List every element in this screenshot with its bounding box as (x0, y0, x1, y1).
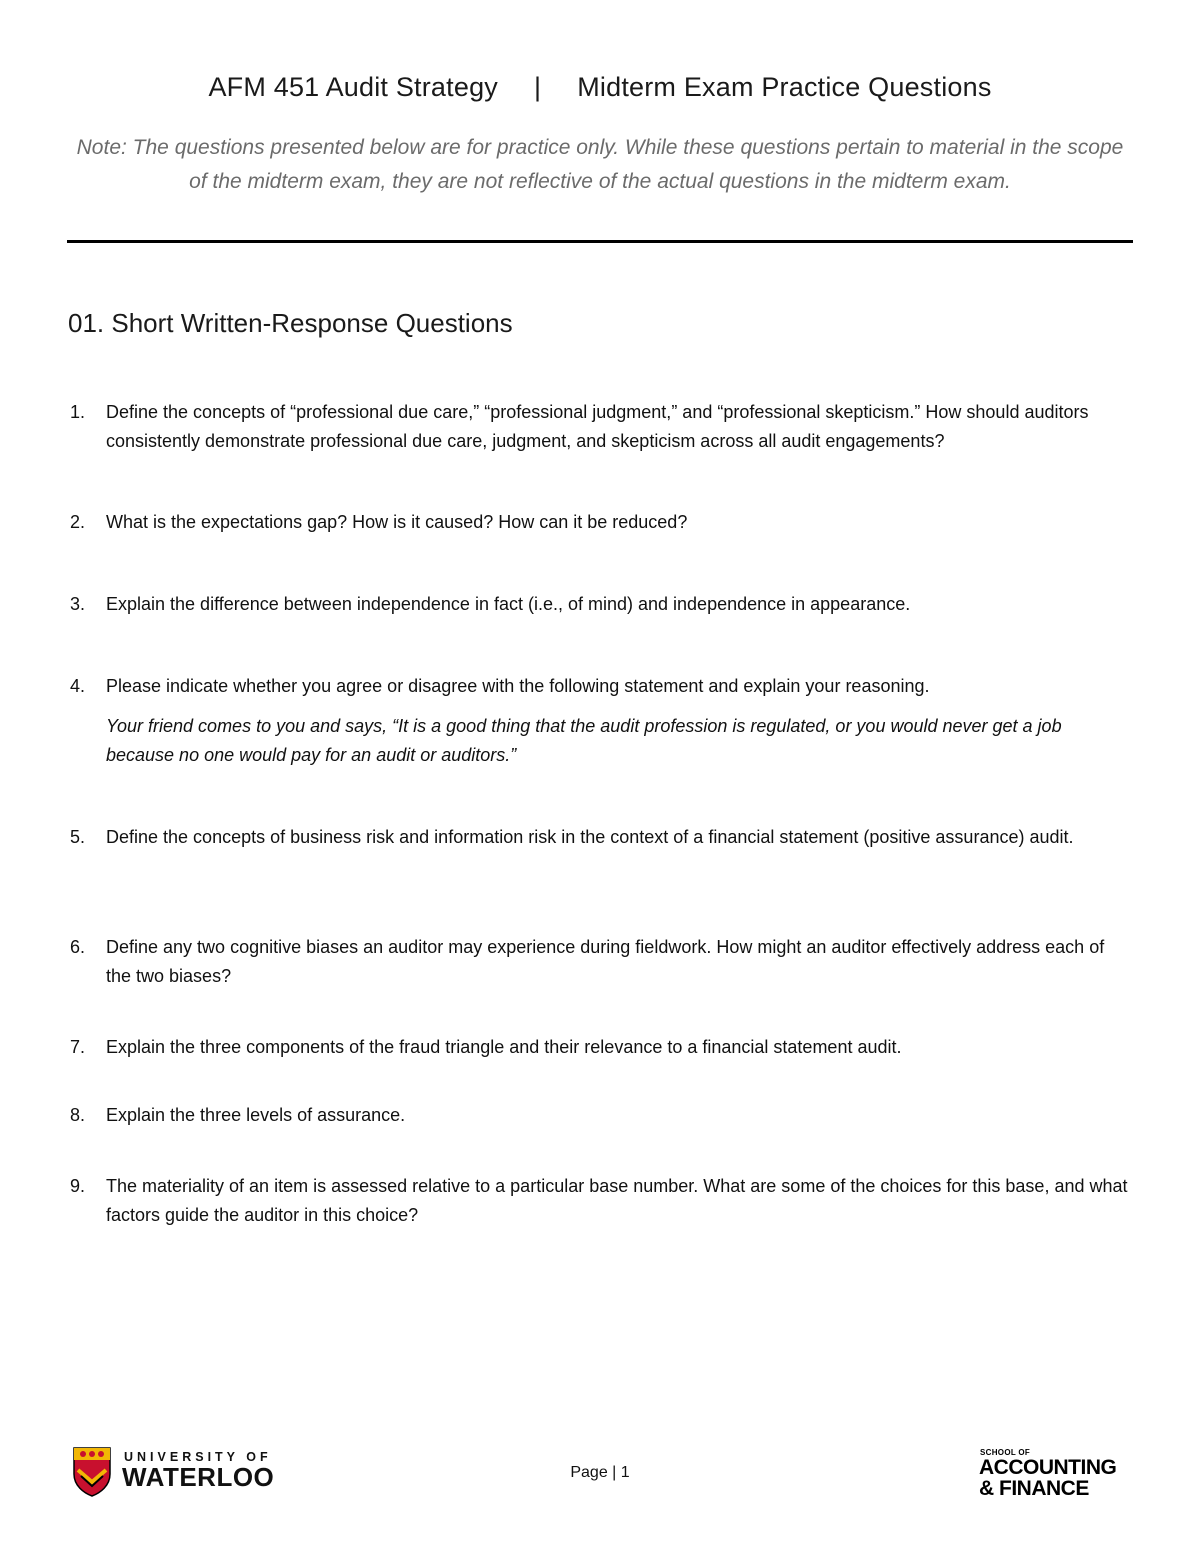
question-number: 3. (70, 594, 86, 614)
title-separator: | (534, 72, 542, 102)
uw-logo-small-text: UNIVERSITY OF (124, 1450, 272, 1464)
question-number: 6. (70, 937, 86, 957)
question-4 (70, 672, 1132, 770)
question-7 (70, 1033, 1132, 1062)
question-text: Explain the three levels of assurance. (106, 1105, 406, 1125)
question-text: Explain the difference between independence in fact (i.e., of mind) and independence in appearance. (106, 594, 911, 614)
question-number: 1. (70, 402, 86, 422)
question-9 (70, 1172, 1132, 1230)
question-1 (70, 398, 1132, 456)
question-6 (70, 933, 1132, 991)
question-8 (70, 1101, 1132, 1130)
waterloo-crest-icon (72, 1446, 112, 1498)
saf-logo-line2: & FINANCE (979, 1477, 1089, 1500)
saf-logo-small-text: SCHOOL OF (980, 1448, 1031, 1457)
question-number: 4. (70, 676, 86, 696)
question-number: 9. (70, 1176, 86, 1196)
question-number: 5. (70, 827, 86, 847)
school-of-accounting-finance-logo (980, 1448, 1140, 1508)
question-text: The materiality of an item is assessed relative to a particular base number. What are some of the choices for this base, and what factors guide the auditor in this choice? (106, 1176, 1128, 1225)
question-number: 7. (70, 1037, 86, 1057)
question-number: 2. (70, 512, 86, 532)
question-number: 8. (70, 1105, 86, 1125)
horizontal-divider (67, 240, 1133, 243)
page-title (0, 72, 1200, 103)
question-text: Please indicate whether you agree or disagree with the following statement and explain your reasoning. (106, 676, 930, 696)
university-of-waterloo-logo (72, 1446, 292, 1502)
section-heading: 01. Short Written-Response Questions (68, 308, 513, 338)
question-text: Define any two cognitive biases an auditor may experience during fieldwork. How might an auditor effectively address each of the two biases? (106, 937, 1105, 986)
uw-logo-big-text: WATERLOO (122, 1462, 275, 1492)
course-title: AFM 451 Audit Strategy (208, 72, 498, 102)
practice-note: Note: The questions presented below are for practice only. While these questions pertain to material in the scope of the midterm exam, they are not reflective of the actual questions in the midterm exam. (76, 136, 1124, 193)
question-text: What is the expectations gap? How is it caused? How can it be reduced? (106, 512, 688, 532)
page-number: Page | 1 (570, 1464, 630, 1481)
question-5 (70, 823, 1132, 852)
question-quote: Your friend comes to you and says, “It is a good thing that the audit profession is regulated, or you would never get a job because no one would pay for an audit or auditors.” (106, 716, 1062, 765)
question-3 (70, 590, 1132, 619)
question-2 (70, 508, 1132, 537)
question-text: Explain the three components of the fraud triangle and their relevance to a financial statement audit. (106, 1037, 902, 1057)
saf-logo-line1: ACCOUNTING (979, 1456, 1117, 1479)
doc-title: Midterm Exam Practice Questions (577, 72, 992, 102)
question-text: Define the concepts of business risk and information risk in the context of a financial statement (positive assurance) audit. (106, 827, 1074, 847)
question-text: Define the concepts of “professional due care,” “professional judgment,” and “professional skepticism.” How should auditors consistently demonstrate professional due care, judgment, and skepticism across all audit engagements? (106, 402, 1089, 451)
